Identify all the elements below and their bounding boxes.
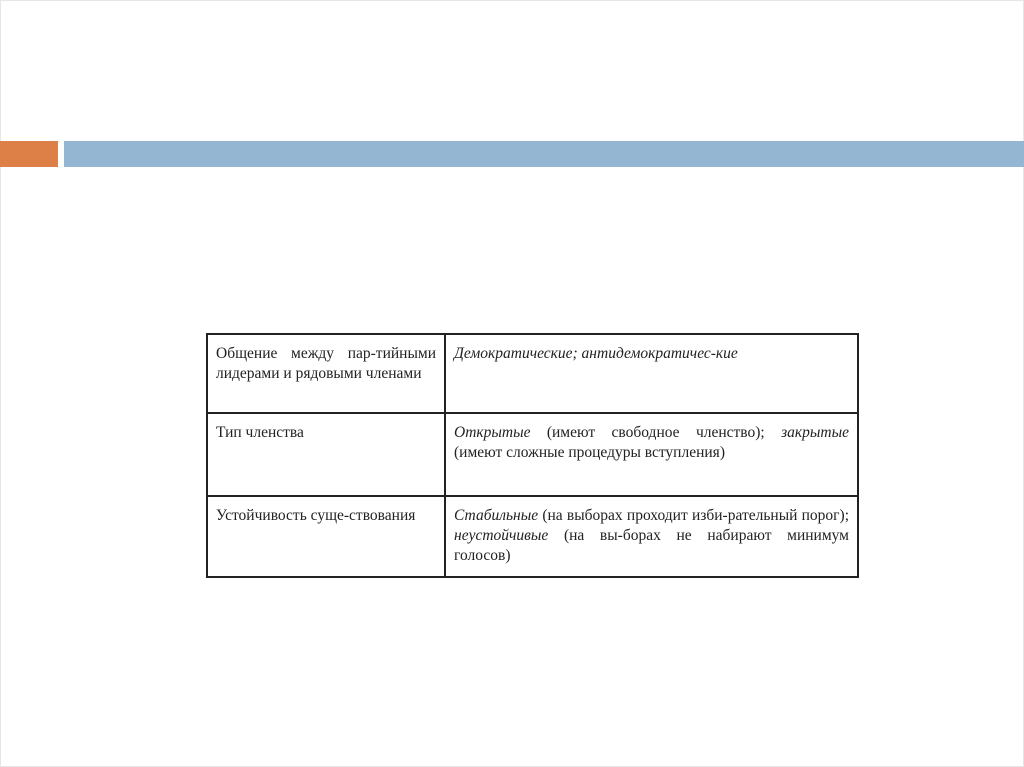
type-description: (на вы-борах не набирают минимум голосов)	[454, 527, 849, 564]
criterion-text: Общение между пар-тийными лидерами и рядовыми членами	[216, 345, 436, 382]
type-term: Демократические; антидемократичес-кие	[454, 345, 738, 362]
table-row	[207, 496, 858, 577]
type-term: Стабильные	[454, 507, 539, 524]
types-cell	[445, 496, 858, 577]
type-description: (на выборах проходит изби-рательный порог);	[538, 507, 849, 524]
header-accent-square	[0, 141, 58, 167]
party-classification-table-wrapper	[206, 333, 859, 578]
table-row	[207, 334, 858, 413]
criterion-text: Устойчивость суще-ствования	[216, 507, 416, 524]
criterion-cell	[207, 413, 445, 496]
criterion-text: Тип членства	[216, 424, 304, 441]
header-accent-bar	[64, 141, 1024, 167]
type-term: Открытые	[454, 424, 531, 441]
types-cell	[445, 413, 858, 496]
type-description: (имеют свободное членство);	[530, 424, 782, 441]
criterion-cell	[207, 496, 445, 577]
table-row	[207, 413, 858, 496]
type-term: закрытые	[781, 424, 849, 441]
type-description: (имеют сложные процедуры вступления)	[454, 444, 725, 461]
types-cell	[445, 334, 858, 413]
criterion-cell	[207, 334, 445, 413]
party-classification-table	[206, 333, 859, 578]
type-term: неустойчивые	[454, 527, 549, 544]
